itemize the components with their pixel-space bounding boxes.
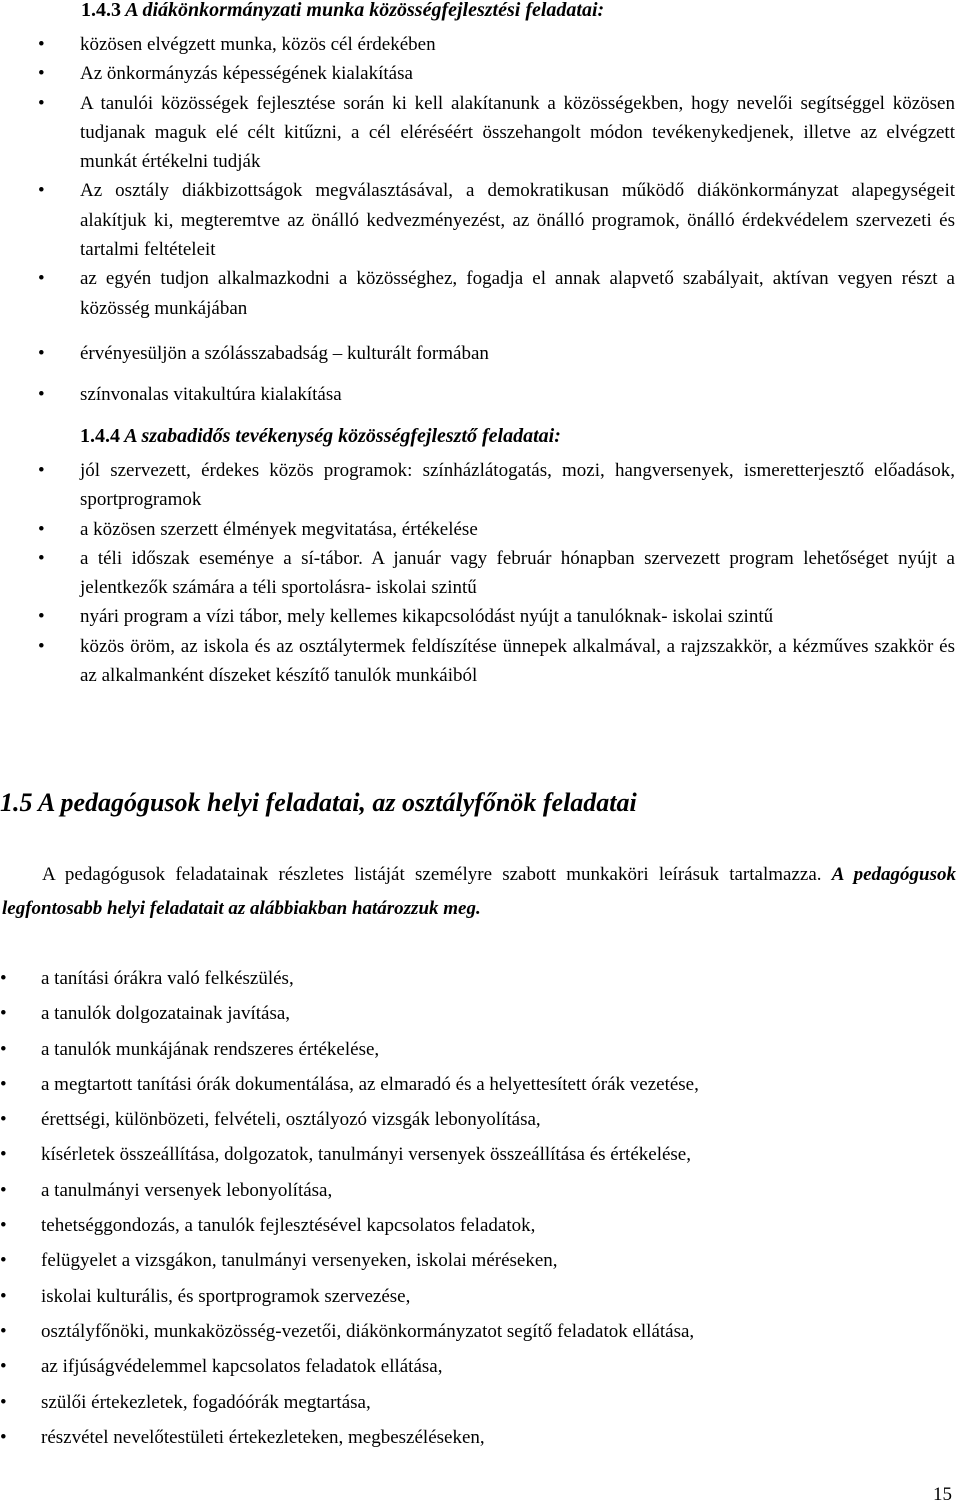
list-item: • a tanulók munkájának rendszeres értékelése,: [41, 1032, 941, 1067]
section-title: A szabadidős tevékenység közösségfejlesztő feladatai:: [124, 425, 561, 447]
section-title: A diákönkormányzati munka közösségfejlesztési feladatai:: [125, 0, 605, 21]
bullet-icon: •: [0, 1144, 7, 1166]
bullet-icon: •: [38, 547, 45, 569]
bullet-icon: •: [0, 1179, 7, 1201]
list-item: • a megtartott tanítási órák dokumentálása, az elmaradó és a helyettesített órák vezetése,: [41, 1067, 941, 1102]
bullet-icon: •: [0, 1073, 7, 1095]
list-item: • tehetséggondozás, a tanulók fejlesztésével kapcsolatos feladatok,: [41, 1208, 941, 1243]
list-item: • érvényesüljön a szólásszabadság – kulturált formában: [80, 339, 955, 368]
bullet-icon: •: [38, 342, 45, 364]
list-item: • közösen elvégzett munka, közös cél érdekében: [80, 30, 955, 59]
page-number: 15: [933, 1484, 952, 1505]
section-heading-1-5: 1.5 A pedagógusok helyi feladatai, az osztályfőnök feladatai: [0, 788, 637, 817]
section-number: 1.4.3: [81, 0, 121, 21]
bullet-icon: •: [38, 606, 45, 628]
bullet-icon: •: [38, 268, 45, 290]
list-item: • osztályfőnöki, munkaközösség-vezetői, diákönkormányzatot segítő feladatok ellátása,: [41, 1314, 941, 1349]
intro-paragraph: [2, 858, 956, 926]
list-item: • jól szervezett, érdekes közös programok: színházlátogatás, mozi, hangversenyek, ismeretterjesztő előadások, sportprogramok: [80, 456, 955, 515]
list-item: • a tanulók dolgozatainak javítása,: [41, 996, 941, 1031]
bullet-list-1-4-3: [38, 30, 955, 410]
bullet-icon: •: [38, 92, 45, 114]
bullet-icon: •: [0, 968, 7, 989]
list-item: • felügyelet a vizsgákon, tanulmányi versenyeken, iskolai méréseken,: [41, 1243, 941, 1278]
list-item: • az ifjúságvédelemmel kapcsolatos feladatok ellátása,: [41, 1349, 941, 1384]
list-item: • nyári program a vízi tábor, mely kellemes kikapcsolódást nyújt a tanulóknak- iskolai szintű: [80, 602, 955, 631]
list-item: • részvétel nevelőtestületi értekezleteken, megbeszéléseken,: [41, 1420, 941, 1455]
list-item: • a közösen szerzett élmények megvitatása, értékelése: [80, 515, 955, 544]
list-item: • érettségi, különbözeti, felvételi, osztályozó vizsgák lebonyolítása,: [41, 1102, 941, 1137]
bullet-list-1-4-4: [38, 456, 955, 690]
bullet-icon: •: [38, 635, 45, 657]
bullet-icon: •: [38, 384, 45, 406]
list-item: • szülői értekezletek, fogadóórák megtartása,: [41, 1385, 941, 1420]
paragraph-text: A pedagógusok feladatainak részletes listáját személyre szabott munkaköri leírásuk tartalmazza.: [42, 864, 822, 885]
bullet-icon: •: [0, 1320, 7, 1342]
bullet-icon: •: [38, 63, 45, 85]
list-item: • iskolai kulturális, és sportprogramok szervezése,: [41, 1279, 941, 1314]
bullet-icon: •: [0, 1391, 7, 1413]
list-item: • az egyén tudjon alkalmazkodni a közösséghez, fogadja el annak alapvető szabályait, aktívan vegyen részt a közösség munkájában: [80, 264, 955, 323]
bullet-icon: •: [0, 1356, 7, 1378]
bullet-icon: •: [38, 34, 45, 55]
list-item: • Az önkormányzás képességének kialakítása: [80, 59, 955, 88]
section-heading-1-4-4: [80, 424, 561, 448]
bullet-icon: •: [0, 1250, 7, 1272]
bullet-icon: •: [0, 1426, 7, 1448]
list-item: • közös öröm, az iskola és az osztálytermek feldíszítése ünnepek alkalmával, a rajzszakkör, a kézműves szakkör és az alkalmanként díszeket készítő tanulók munkáiból: [80, 632, 955, 691]
bullet-icon: •: [38, 180, 45, 202]
list-item: • a tanulmányi versenyek lebonyolítása,: [41, 1173, 941, 1208]
list-item: • A tanulói közösségek fejlesztése során ki kell alakítanunk a közösségekben, hogy nevelői segítséggel közösen tudjanak maguk elé célt kitűzni, a cél eléréséért összehangolt módon tevékenykedjenek, illetve az elvégzett munkát értékelni tudják: [80, 89, 955, 177]
section-heading-1-4-3: [81, 0, 604, 22]
bullet-icon: •: [0, 1038, 7, 1060]
bullet-list-teacher-tasks: [0, 961, 941, 1455]
bullet-icon: •: [38, 460, 45, 481]
list-item: • színvonalas vitakultúra kialakítása: [80, 380, 955, 409]
bullet-icon: •: [0, 1003, 7, 1025]
paragraph-emphasis: A pedagógusok legfontosabb helyi feladatait az alábbiakban határozzuk meg.: [2, 864, 957, 919]
bullet-icon: •: [0, 1285, 7, 1307]
bullet-icon: •: [0, 1109, 7, 1131]
list-item: • Az osztály diákbizottságok megválasztásával, a demokratikusan működő diákönkormányzat alapegységeit alakítjuk ki, megteremtve az önálló kedvezményezést, az önálló programok, önálló érdekvédelem szervezeti és tartalmi feltételeit: [80, 176, 955, 264]
bullet-icon: •: [38, 518, 45, 540]
bullet-icon: •: [0, 1215, 7, 1237]
list-item: • a tanítási órákra való felkészülés,: [41, 961, 941, 996]
list-item: • a téli időszak eseménye a sí-tábor. A január vagy február hónapban szervezett program lehetőséget nyújt a jelentkezők számára a téli sportolásra- iskolai szintű: [80, 544, 955, 603]
section-number: 1.4.4: [80, 425, 120, 447]
list-item: • kísérletek összeállítása, dolgozatok, tanulmányi versenyek összeállítása és értékelése,: [41, 1137, 941, 1172]
